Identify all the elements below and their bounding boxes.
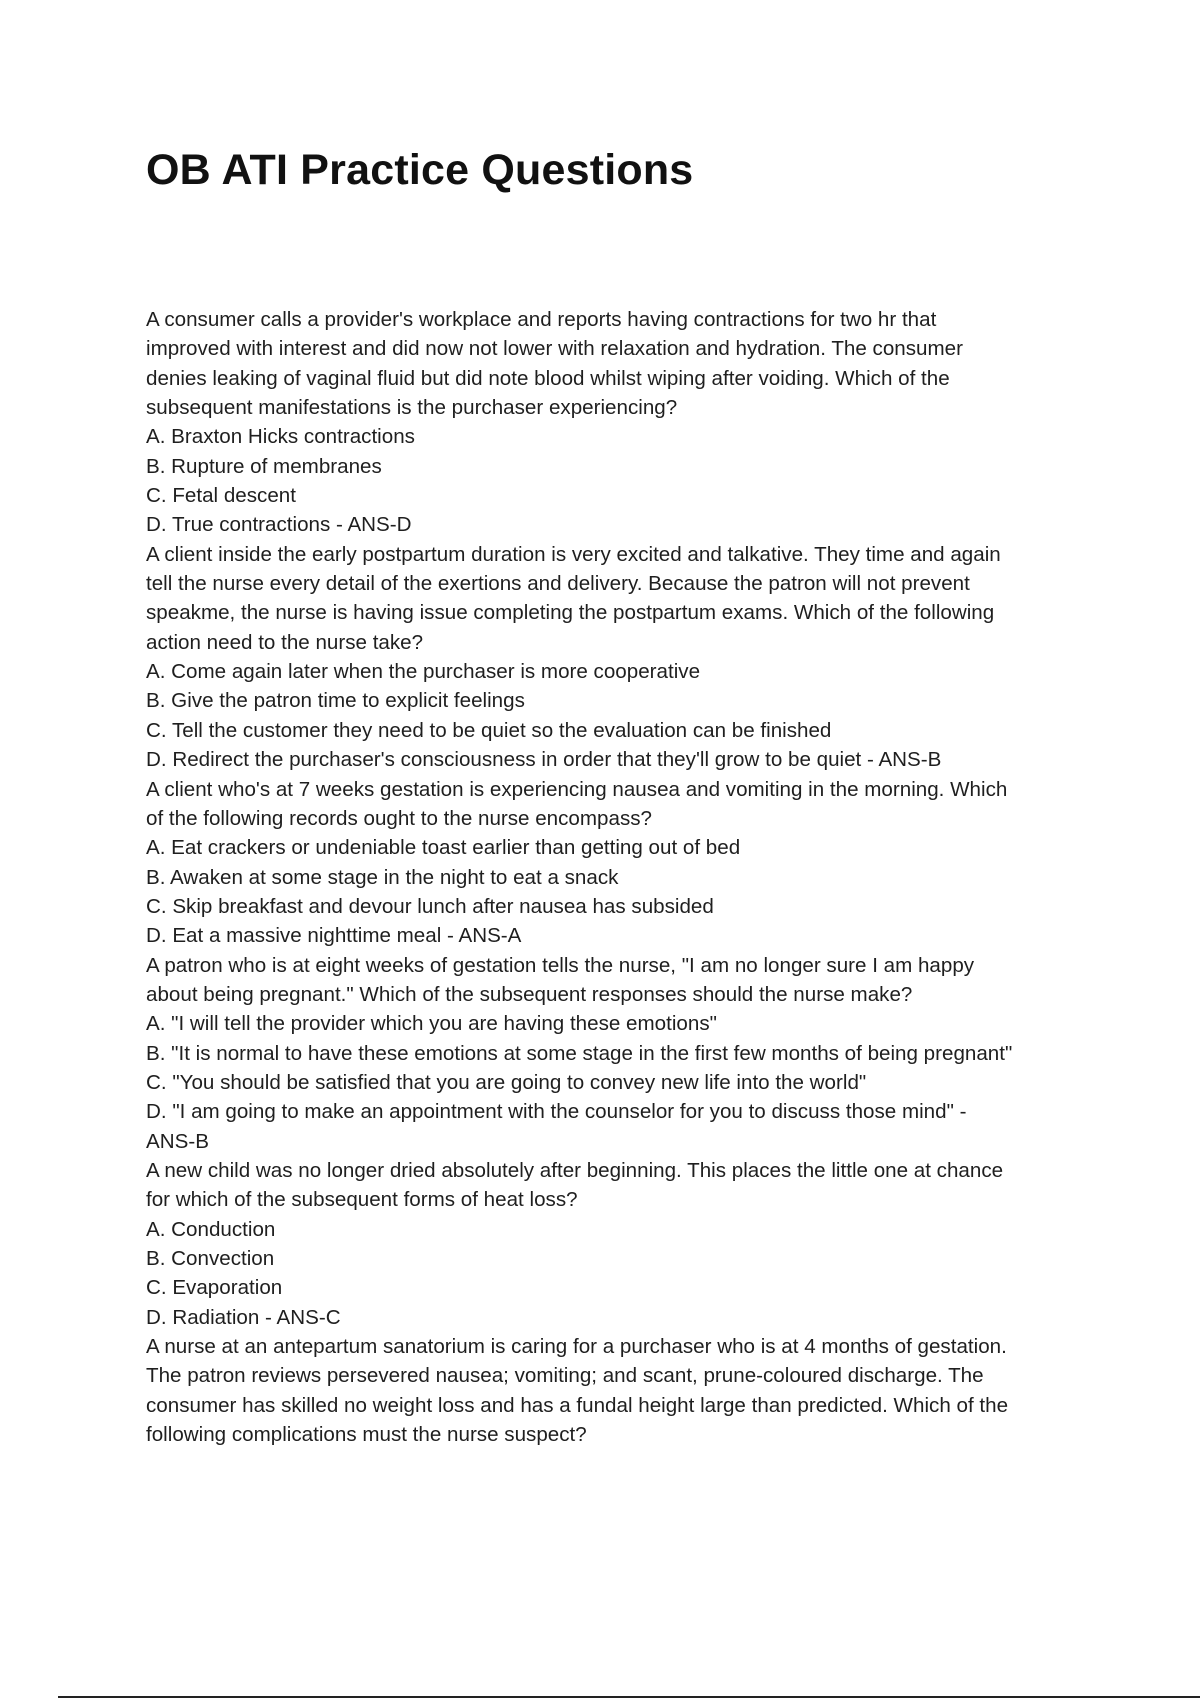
text-line: improved with interest and did now not lower with relaxation and hydration. The consumer xyxy=(146,337,963,361)
question-text-body xyxy=(146,305,1086,1449)
text-line: ANS-B xyxy=(146,1129,209,1153)
text-line: tell the nurse every detail of the exertions and delivery. Because the patron will not prevent xyxy=(146,572,970,596)
text-line: B. Awaken at some stage in the night to eat a snack xyxy=(146,865,619,889)
text-line: A new child was no longer dried absolutely after beginning. This places the little one at chance xyxy=(146,1158,1004,1182)
text-line: D. Redirect the purchaser's consciousness in order that they'll grow to be quiet - ANS-B xyxy=(146,748,942,772)
text-line: A consumer calls a provider's workplace and reports having contractions for two hr that xyxy=(146,308,937,331)
text-line: C. "You should be satisfied that you are going to convey new life into the world" xyxy=(146,1070,867,1094)
text-line: subsequent manifestations is the purchaser experiencing? xyxy=(146,396,678,420)
text-line: A. "I will tell the provider which you are having these emotions" xyxy=(146,1012,717,1036)
text-line: for which of the subsequent forms of heat loss? xyxy=(146,1188,578,1212)
text-line: A. Conduction xyxy=(146,1217,276,1241)
text-line: B. Convection xyxy=(146,1247,275,1270)
text-line: denies leaking of vaginal fluid but did note blood whilst wiping after voiding. Which of the xyxy=(146,366,950,390)
text-line: consumer has skilled no weight loss and has a fundal height large than predicted. Which of the xyxy=(146,1393,1009,1417)
text-line: A. Come again later when the purchaser is more cooperative xyxy=(146,660,701,684)
page-title: OB ATI Practice Questions xyxy=(146,146,694,194)
text-line: speakme, the nurse is having issue completing the postpartum exams. Which of the following xyxy=(146,601,995,625)
text-line: A. Eat crackers or undeniable toast earlier than getting out of bed xyxy=(146,836,741,860)
text-line: A nurse at an antepartum sanatorium is caring for a purchaser who is at 4 months of gestation. xyxy=(146,1335,1007,1359)
text-line: C. Evaporation xyxy=(146,1276,283,1300)
text-line: A client who's at 7 weeks gestation is experiencing nausea and vomiting in the morning. Which xyxy=(146,777,1008,801)
text-line: D. "I am going to make an appointment with the counselor for you to discuss those mind" - xyxy=(146,1100,967,1124)
text-line: A patron who is at eight weeks of gestation tells the nurse, "I am no longer sure I am happy xyxy=(146,953,975,977)
text-line: A client inside the early postpartum duration is very excited and talkative. They time and again xyxy=(146,542,1001,566)
text-line: The patron reviews persevered nausea; vomiting; and scant, prune-coloured discharge. The xyxy=(146,1364,984,1388)
text-line: B. "It is normal to have these emotions at some stage in the first few months of being pregnant" xyxy=(146,1041,1013,1065)
text-line: about being pregnant." Which of the subsequent responses should the nurse make? xyxy=(146,982,913,1006)
text-line: D. Radiation - ANS-C xyxy=(146,1305,341,1329)
text-line: D. True contractions - ANS-D xyxy=(146,513,412,537)
text-line: C. Skip breakfast and devour lunch after nausea has subsided xyxy=(146,894,714,918)
footer-divider xyxy=(58,1696,1200,1698)
text-line: C. Fetal descent xyxy=(146,484,296,508)
text-line: of the following records ought to the nurse encompass? xyxy=(146,806,652,830)
text-line: following complications must the nurse suspect? xyxy=(146,1423,587,1447)
text-line: A. Braxton Hicks contractions xyxy=(146,425,415,449)
text-line: C. Tell the customer they need to be quiet so the evaluation can be finished xyxy=(146,718,832,742)
text-line: D. Eat a massive nighttime meal - ANS-A xyxy=(146,924,522,948)
text-line: B. Rupture of membranes xyxy=(146,454,382,478)
text-line: action need to the nurse take? xyxy=(146,630,424,654)
text-line: B. Give the patron time to explicit feelings xyxy=(146,689,525,713)
